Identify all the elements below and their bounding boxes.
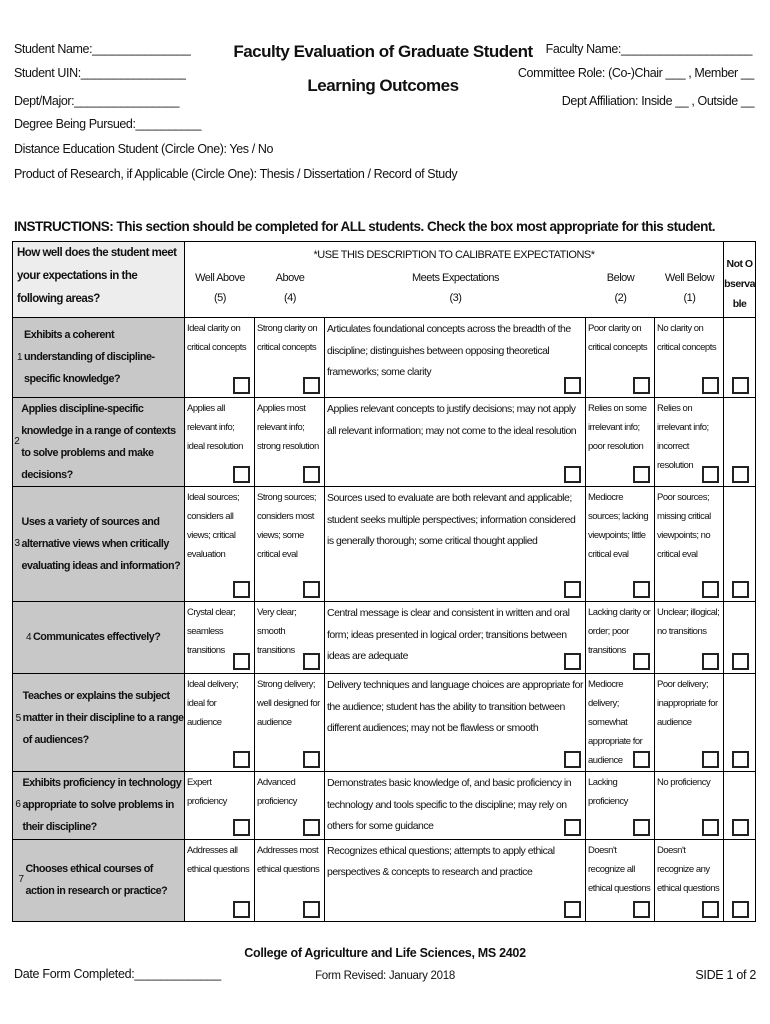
col-above-label: Above: [275, 272, 305, 284]
checkbox-well-below[interactable]: [702, 901, 719, 918]
checkbox-not-observable[interactable]: [732, 751, 749, 768]
checkbox-above[interactable]: [303, 819, 320, 836]
desc-below: [586, 772, 655, 840]
desc-above: [255, 398, 325, 487]
row-number: 7: [18, 874, 24, 885]
desc-text: Strong sources; considers most views; some critical eval: [257, 492, 317, 560]
desc-text: Crystal clear; seamless transitions: [187, 607, 236, 656]
desc-meets: [325, 674, 586, 772]
distance-education-field[interactable]: Distance Education Student (Circle One): Yes / No: [14, 142, 274, 156]
checkbox-not-observable[interactable]: [732, 819, 749, 836]
desc-above: [255, 602, 325, 674]
desc-well-below: [655, 318, 724, 398]
table-header-row: [13, 242, 756, 318]
date-completed-field[interactable]: Date Form Completed:_____________: [14, 967, 221, 981]
desc-text: Central message is clear and consistent in written and oral form; ideas presented in logical order; transitions between ideas are adequate: [327, 607, 570, 662]
checkbox-well-above[interactable]: [233, 751, 250, 768]
question-header: How well does the student meet your expectations in the following areas?: [13, 242, 185, 318]
checkbox-well-above[interactable]: [233, 653, 250, 670]
row-number: 3: [14, 538, 20, 549]
desc-text: Advanced proficiency: [257, 777, 297, 807]
col-well-below-score: (1): [683, 292, 696, 304]
question-cell: [13, 318, 185, 398]
checkbox-below[interactable]: [633, 377, 650, 394]
question-text: Chooses ethical courses of action in research or practice?: [25, 862, 168, 897]
dept-major-field[interactable]: Dept/Major:________________: [14, 94, 180, 108]
calibrate-note: *USE THIS DESCRIPTION TO CALIBRATE EXPECTATIONS*: [313, 249, 595, 261]
desc-meets: [325, 318, 586, 398]
checkbox-well-below[interactable]: [702, 466, 719, 483]
desc-text: Strong delivery; well designed for audience: [257, 679, 320, 728]
table-row: [13, 772, 756, 840]
desc-text: Ideal delivery; ideal for audience: [187, 679, 239, 728]
desc-well-above: [185, 772, 255, 840]
table-row: [13, 398, 756, 487]
desc-text: Strong clarity on critical concepts: [257, 323, 318, 353]
desc-above: [255, 839, 325, 921]
calibration-header: [185, 242, 724, 318]
col-meets-label: Meets Expectations: [412, 272, 499, 284]
desc-below: [586, 318, 655, 398]
checkbox-below[interactable]: [633, 751, 650, 768]
row-number: 6: [15, 799, 21, 810]
desc-well-above: [185, 839, 255, 921]
not-observable-cell: [724, 674, 756, 772]
student-name-field[interactable]: Student Name:_______________: [14, 42, 191, 56]
degree-field[interactable]: Degree Being Pursued:__________: [14, 117, 202, 131]
col-well-above-score: (5): [214, 292, 226, 304]
desc-well-above: [185, 318, 255, 398]
checkbox-not-observable[interactable]: [732, 581, 749, 598]
desc-well-below: [655, 487, 724, 602]
checkbox-well-above[interactable]: [233, 377, 250, 394]
desc-text: No proficiency: [657, 777, 711, 788]
desc-well-below: [655, 772, 724, 840]
desc-below: [586, 674, 655, 772]
desc-above: [255, 318, 325, 398]
table-row: [13, 839, 756, 921]
not-observable-cell: [724, 839, 756, 921]
desc-text: Poor sources; missing critical viewpoints; no critical eval: [657, 492, 711, 560]
table-row: [13, 674, 756, 772]
not-observable-cell: [724, 602, 756, 674]
checkbox-well-below[interactable]: [702, 819, 719, 836]
product-of-research-field[interactable]: Product of Research, if Applicable (Circle One): Thesis / Dissertation / Record of Study: [14, 167, 458, 181]
question-cell: [13, 398, 185, 487]
question-cell: [13, 839, 185, 921]
desc-text: Addresses all ethical questions: [187, 844, 250, 875]
desc-well-above: [185, 487, 255, 602]
desc-text: Unclear; illogical; no transitions: [657, 607, 720, 637]
desc-text: Relies on irrelevant info; incorrect resolution: [657, 403, 709, 471]
instructions: INSTRUCTIONS: This section should be completed for ALL students. Check the box most appropriate for this student.: [14, 219, 716, 234]
faculty-name-field[interactable]: Faculty Name:____________________: [545, 42, 752, 56]
desc-meets: [325, 772, 586, 840]
question-text: Exhibits proficiency in technology appropriate to solve problems in their discipline?: [22, 776, 182, 833]
desc-well-below: [655, 398, 724, 487]
desc-above: [255, 674, 325, 772]
evaluation-table: [12, 241, 756, 922]
desc-text: Articulates foundational concepts across the breadth of the discipline; distinguishes between opposing theoretical frameworks; some clarity: [327, 323, 571, 378]
col-meets-score: (3): [449, 292, 462, 304]
question-text: Communicates effectively?: [33, 631, 161, 643]
desc-below: [586, 398, 655, 487]
desc-well-above: [185, 602, 255, 674]
question-cell: [13, 674, 185, 772]
question-cell: [13, 487, 185, 602]
not-observable-cell: [724, 318, 756, 398]
desc-meets: [325, 839, 586, 921]
desc-below: [586, 839, 655, 921]
desc-text: Applies all relevant info; ideal resolution: [187, 403, 243, 452]
desc-text: Doesn't recognize all ethical questions: [588, 844, 651, 894]
checkbox-above[interactable]: [303, 751, 320, 768]
desc-well-below: [655, 839, 724, 921]
desc-below: [586, 487, 655, 602]
checkbox-above[interactable]: [303, 581, 320, 598]
checkbox-well-above[interactable]: [233, 466, 250, 483]
checkbox-meets[interactable]: [564, 377, 581, 394]
row-number: 2: [14, 436, 20, 447]
page-title-line2: Learning Outcomes: [307, 76, 459, 95]
checkbox-not-observable[interactable]: [732, 901, 749, 918]
checkbox-well-below[interactable]: [702, 653, 719, 670]
checkbox-above[interactable]: [303, 466, 320, 483]
row-number: 5: [15, 712, 21, 724]
checkbox-meets[interactable]: [564, 653, 581, 670]
desc-text: Poor delivery; inappropriate for audience: [657, 679, 718, 728]
checkbox-below[interactable]: [633, 581, 650, 598]
not-observable-cell: [724, 398, 756, 487]
checkbox-well-below[interactable]: [702, 377, 719, 394]
checkbox-not-observable[interactable]: [732, 466, 749, 483]
desc-text: Doesn't recognize any ethical questions: [657, 844, 720, 894]
checkbox-below[interactable]: [633, 466, 650, 483]
checkbox-above[interactable]: [303, 901, 320, 918]
desc-text: Ideal clarity on critical concepts: [187, 323, 247, 353]
checkbox-well-below[interactable]: [702, 751, 719, 768]
desc-below: [586, 602, 655, 674]
table-row: [13, 602, 756, 674]
checkbox-meets[interactable]: [564, 751, 581, 768]
checkbox-well-above[interactable]: [233, 901, 250, 918]
desc-text: Ideal sources; considers all views; critical evaluation: [187, 492, 240, 560]
desc-text: Mediocre sources; lacking viewpoints; little critical eval: [588, 492, 649, 560]
question-cell: [13, 772, 185, 840]
college-name: College of Agriculture and Life Sciences, MS 2402: [244, 946, 526, 960]
col-well-above-label: Well Above: [195, 272, 245, 284]
desc-text: Demonstrates basic knowledge of, and basic proficiency in technology and tools specific to the discipline; may rely on others for some guidance: [327, 777, 572, 832]
col-below-score: (2): [614, 292, 627, 304]
page-title-line1: Faculty Evaluation of Graduate Student: [233, 42, 533, 61]
checkbox-below[interactable]: [633, 819, 650, 836]
question-cell: [13, 602, 185, 674]
desc-meets: [325, 398, 586, 487]
desc-above: [255, 772, 325, 840]
checkbox-meets[interactable]: [564, 466, 581, 483]
row-number: 1: [16, 351, 23, 363]
desc-text: Mediocre delivery; somewhat appropriate for audience: [588, 679, 643, 766]
question-text: Teaches or explains the subject matter in their discipline to a range of audiences?: [22, 690, 184, 746]
desc-text: Lacking clarity or order; poor transitions: [588, 607, 651, 656]
checkbox-above[interactable]: [303, 653, 320, 670]
checkbox-above[interactable]: [303, 377, 320, 394]
desc-text: Recognizes ethical questions; attempts to apply ethical perspectives & concepts to research and practice: [327, 844, 555, 878]
col-above-score: (4): [284, 292, 296, 304]
checkbox-meets[interactable]: [564, 901, 581, 918]
col-well-below-label: Well Below: [664, 272, 715, 284]
checkbox-well-above[interactable]: [233, 581, 250, 598]
not-observable-cell: [724, 487, 756, 602]
not-observable-cell: [724, 772, 756, 840]
checkbox-meets[interactable]: [564, 819, 581, 836]
checkbox-well-below[interactable]: [702, 581, 719, 598]
checkbox-below[interactable]: [633, 653, 650, 670]
desc-text: Very clear; smooth transitions: [257, 607, 297, 656]
desc-text: No clarity on critical concepts: [657, 323, 717, 353]
page-side: SIDE 1 of 2: [695, 968, 756, 982]
desc-text: Relies on some irrelevant info; poor resolution: [588, 403, 647, 452]
row-number: 4: [25, 631, 31, 643]
desc-above: [255, 487, 325, 602]
question-text: Exhibits a coherent understanding of discipline-specific knowledge?: [24, 329, 155, 385]
dept-affiliation-field[interactable]: Dept Affiliation: Inside __ , Outside __: [561, 94, 754, 108]
desc-text: Expert proficiency: [187, 777, 227, 807]
table-row: [13, 487, 756, 602]
desc-meets: [325, 487, 586, 602]
committee-role-field[interactable]: Committee Role: (Co-)Chair ___ , Member __: [517, 66, 754, 80]
checkbox-meets[interactable]: [564, 581, 581, 598]
checkbox-below[interactable]: [633, 901, 650, 918]
checkbox-not-observable[interactable]: [732, 377, 749, 394]
table-row: [13, 318, 756, 398]
desc-text: Applies relevant concepts to justify decisions; may not apply all relevant information; may not come to the ideal resolution: [327, 403, 577, 437]
desc-well-above: [185, 398, 255, 487]
form-revised: Form Revised: January 2018: [315, 970, 455, 982]
question-text: Applies discipline-specific knowledge in a range of contexts to solve problems and make decisions?: [21, 402, 176, 481]
question-text: Uses a variety of sources and alternative views when critically evaluating ideas and information?: [21, 515, 181, 572]
desc-text: Delivery techniques and language choices are appropriate for the audience; student has the ability to transition between different audiences; may not be flawless or smooth: [327, 679, 584, 734]
desc-text: Sources used to evaluate are both relevant and applicable; student seeks multiple perspectives; information considered is generally thorough; some critical thought applied: [327, 492, 576, 547]
desc-meets: [325, 602, 586, 674]
desc-text: Addresses most ethical questions: [257, 844, 320, 875]
desc-well-above: [185, 674, 255, 772]
student-uin-field[interactable]: Student UIN:________________: [14, 66, 186, 80]
desc-well-below: [655, 674, 724, 772]
desc-well-below: [655, 602, 724, 674]
desc-text: Lacking proficiency: [588, 777, 628, 807]
col-not-observable: Not Observable: [724, 242, 756, 318]
desc-text: Poor clarity on critical concepts: [588, 323, 648, 353]
checkbox-not-observable[interactable]: [732, 653, 749, 670]
checkbox-well-above[interactable]: [233, 819, 250, 836]
desc-text: Applies most relevant info; strong resolution: [257, 403, 319, 452]
col-below-label: Below: [606, 272, 635, 284]
